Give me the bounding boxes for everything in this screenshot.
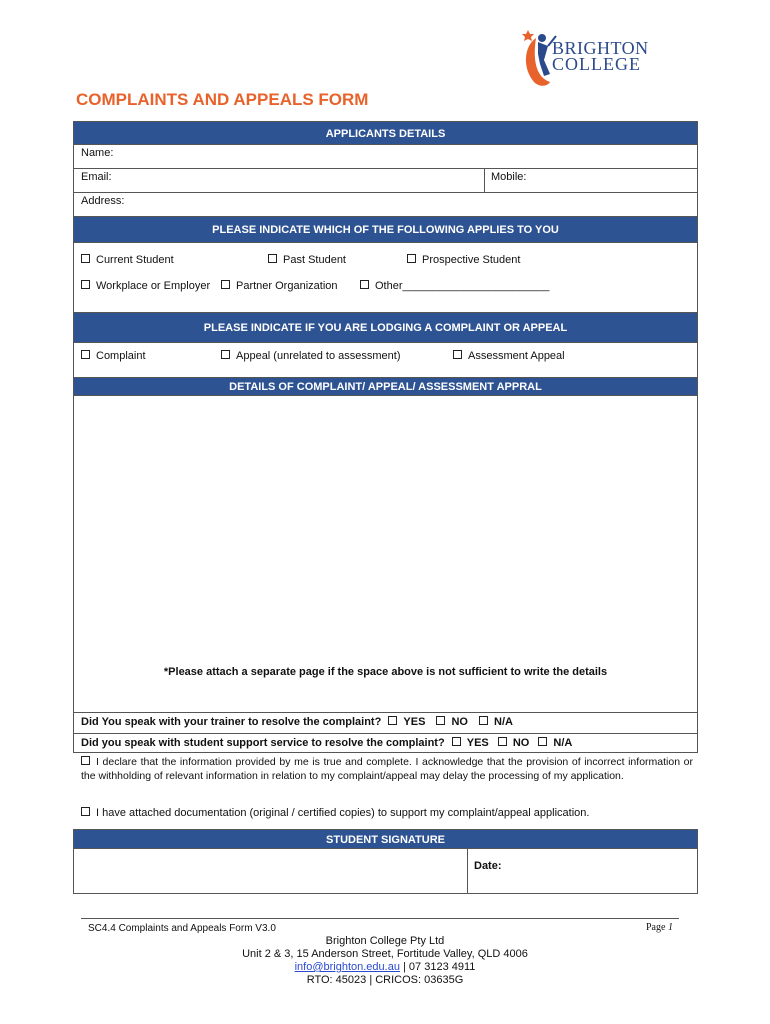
checkbox-icon [453,350,462,359]
email-field[interactable] [130,170,480,190]
email-label: Email: [81,171,112,183]
mobile-field[interactable] [540,170,690,190]
checkbox-icon [498,737,507,746]
question-support: Did you speak with student support service to resolve the complaint? YES NO N/A [81,737,573,749]
form-title: COMPLAINTS AND APPEALS FORM [76,90,369,109]
name-label: Name: [81,147,114,159]
name-field[interactable] [130,146,690,166]
signature-field[interactable] [78,852,458,890]
footer-rto: RTO: 45023 | CRICOS: 03635G [306,974,464,986]
signature-header: STUDENT SIGNATURE [73,829,698,849]
footer-company: Brighton College Pty Ltd [325,935,445,947]
checkbox-icon [436,716,445,725]
checkbox-icon [221,280,230,289]
mobile-label: Mobile: [491,171,527,183]
option-prospective-student[interactable]: Prospective Student [407,254,520,266]
q2-na-option[interactable]: N/A [538,737,572,749]
option-current-student[interactable]: Current Student [81,254,174,266]
logo-wordmark [552,40,649,72]
checkbox-icon [81,756,90,765]
q1-na-option[interactable]: N/A [479,716,513,728]
checkbox-icon [81,350,90,359]
address-label: Address: [81,195,125,207]
checkbox-icon [221,350,230,359]
option-appeal[interactable]: Appeal (unrelated to assessment) [221,350,400,362]
q1-no-option[interactable]: NO [436,716,468,728]
q2-no-option[interactable]: NO [498,737,530,749]
checkbox-icon [81,280,90,289]
applies-box [73,242,698,313]
option-assessment-appeal[interactable]: Assessment Appeal [453,350,565,362]
checkbox-icon [81,254,90,263]
footer-doc-id: SC4.4 Complaints and Appeals Form V3.0 [88,923,276,934]
details-textarea[interactable] [78,400,693,655]
option-other[interactable]: Other________________________ [360,280,549,292]
footer-contact: info@brighton.edu.au | 07 3123 4911 [294,961,476,973]
applies-header: PLEASE INDICATE WHICH OF THE FOLLOWING APPLIES TO YOU [73,216,698,243]
option-complaint[interactable]: Complaint [81,350,146,362]
checkbox-icon [268,254,277,263]
checkbox-icon [479,716,488,725]
date-label: Date: [474,860,502,872]
address-field[interactable] [135,194,690,214]
checkbox-icon [407,254,416,263]
checkbox-icon [360,280,369,289]
date-field[interactable] [510,852,690,890]
lodging-header: PLEASE INDICATE IF YOU ARE LODGING A COMPLAINT OR APPEAL [73,312,698,343]
option-partner-organization[interactable]: Partner Organization [221,280,338,292]
declaration[interactable]: I declare that the information provided by me is true and complete. I acknowledge that the provision of incorrect information or the withholding of relevant information in relation to my complaint/appeal may delay the processing of my application. [81,756,693,782]
q2-yes-option[interactable]: YES [448,737,489,749]
attached-statement[interactable]: I have attached documentation (original / certified copies) to support my complaint/appeal application. [81,807,589,819]
option-workplace-employer[interactable]: Workplace or Employer [81,280,210,292]
details-header: DETAILS OF COMPLAINT/ APPEAL/ ASSESSMENT APPRAL [73,377,698,396]
footer-address: Unit 2 & 3, 15 Anderson Street, Fortitude Valley, QLD 4006 [242,948,528,960]
checkbox-icon [452,737,461,746]
details-note: *Please attach a separate page if the space above is not sufficient to write the details [163,666,608,678]
checkbox-icon [81,807,90,816]
question-trainer: Did You speak with your trainer to resolve the complaint? YES NO N/A [81,716,513,728]
logo-line1: BRIGHTON [552,38,649,58]
option-past-student[interactable]: Past Student [268,254,346,266]
q1-yes-option[interactable]: YES [384,716,425,728]
footer-page: Page 1 [646,922,673,933]
logo-line2: COLLEGE [552,54,641,74]
applicants-header: APPLICANTS DETAILS [73,121,698,145]
checkbox-icon [538,737,547,746]
checkbox-icon [388,716,397,725]
footer-email-link[interactable]: info@brighton.edu.au [294,961,400,973]
